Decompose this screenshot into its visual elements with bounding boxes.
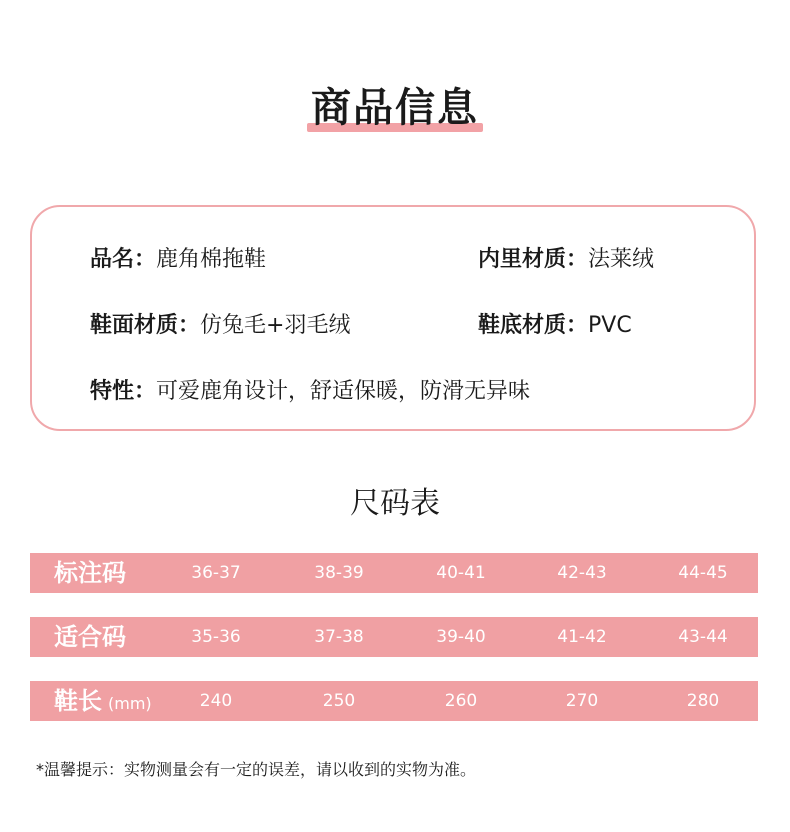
info-feature: [90, 377, 530, 407]
info-sole: [478, 311, 632, 341]
size-row-length: [30, 681, 758, 721]
size-cell: 260: [444, 691, 478, 711]
size-cell: 44-45: [678, 563, 728, 583]
size-cell: 36-37: [191, 563, 241, 583]
page-title-text: 商品信息: [311, 85, 479, 131]
size-cell: 40-41: [436, 563, 486, 583]
title-section: [0, 82, 790, 134]
row-unit: (mm): [108, 694, 152, 713]
page-title: [307, 82, 483, 134]
size-cell: 39-40: [436, 627, 486, 647]
feature-value: 可爱鹿角设计，舒适保暖，防滑无异味: [156, 379, 531, 404]
info-upper: [90, 311, 350, 341]
upper-value: 仿兔毛+羽毛绒: [200, 313, 351, 338]
name-label: 品名：: [90, 247, 157, 272]
row-label: [54, 617, 132, 657]
size-cell: 42-43: [557, 563, 607, 583]
size-cell: 43-44: [678, 627, 728, 647]
row-label: [54, 681, 152, 721]
size-cell: 250: [322, 691, 356, 711]
info-lining: [478, 245, 654, 275]
row-label-text: 鞋长: [54, 687, 102, 715]
lining-value: 法莱绒: [588, 247, 655, 272]
row-label: [54, 553, 132, 593]
lining-label: 内里材质：: [478, 247, 589, 272]
size-cell: 280: [686, 691, 720, 711]
size-row-labeled: [30, 553, 758, 593]
size-cell: 240: [199, 691, 233, 711]
info-name: [90, 245, 266, 275]
size-cell: 35-36: [191, 627, 241, 647]
size-cell: 38-39: [314, 563, 364, 583]
size-row-fit: [30, 617, 758, 657]
row-label-text: 标注码: [54, 559, 126, 587]
sole-value: PVC: [588, 313, 632, 338]
name-value: 鹿角棉拖鞋: [156, 247, 267, 272]
feature-label: 特性：: [90, 379, 157, 404]
disclaimer-note: *温馨提示：实物测量会有一定的误差，请以收到的实物为准。: [36, 760, 477, 779]
size-table-title: 尺码表: [350, 486, 440, 521]
upper-label: 鞋面材质：: [90, 313, 201, 338]
size-cell: 270: [565, 691, 599, 711]
size-cell: 41-42: [557, 627, 607, 647]
product-info-card: [30, 205, 756, 431]
sole-label: 鞋底材质：: [478, 313, 589, 338]
row-label-text: 适合码: [54, 623, 126, 651]
size-cell: 37-38: [314, 627, 364, 647]
